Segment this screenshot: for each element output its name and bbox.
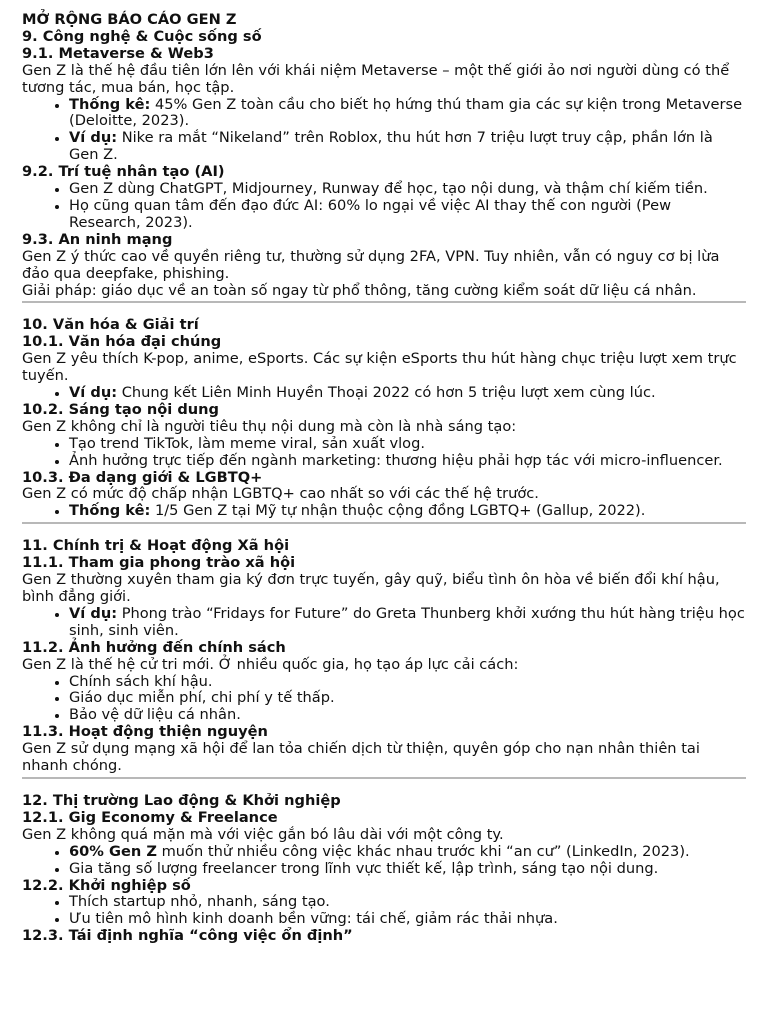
list-item <box>69 97 746 131</box>
list-item: • Ảnh hưởng trực tiếp đến ngành marketing: thương hiệu phải hợp tác với micro-influencer. <box>69 453 746 470</box>
list-item: • Tạo trend TikTok, làm meme viral, sản xuất vlog. <box>69 436 746 453</box>
list-item: • Ưu tiên mô hình kinh doanh bền vững: tái chế, giảm rác thải nhựa. <box>69 911 746 928</box>
list-item-text: Phong trào “Fridays for Future” do Greta Thunberg khởi xướng thu hút hàng triệu học sinh, sinh viên. <box>69 604 745 639</box>
list-item: • Bảo vệ dữ liệu cá nhân. <box>69 707 746 724</box>
section-9-3-solution: Giải pháp: giáo dục về an toàn số ngay từ phổ thông, tăng cường kiểm soát dữ liệu cá nhân. <box>22 281 697 299</box>
section-9-2-heading: 9.2. Trí tuệ nhân tạo (AI) <box>22 163 225 181</box>
list-item-label: Thống kê: <box>69 95 151 113</box>
section-9-1-heading: 9.1. Metaverse & Web3 <box>22 44 214 62</box>
section-12-1-list <box>22 844 746 878</box>
section-9-1-paragraph: Gen Z là thế hệ đầu tiên lớn lên với khái niệm Metaverse – một thế giới ảo nơi người dùng có thể tương tác, mua bán, học tập. <box>22 61 730 96</box>
list-item-text: 1/5 Gen Z tại Mỹ tự nhận thuộc cộng đồng LGBTQ+ (Gallup, 2022). <box>150 502 646 520</box>
list-item <box>69 503 746 520</box>
section-11-1-list <box>22 606 746 640</box>
list-item <box>69 606 746 640</box>
section-9-3-paragraph: Gen Z ý thức cao về quyền riêng tư, thường sử dụng 2FA, VPN. Tuy nhiên, vẫn có nguy cơ bị lừa đảo qua deepfake, phishing. <box>22 247 720 282</box>
section-12-heading: 12. Thị trường Lao động & Khởi nghiệp <box>22 791 341 809</box>
section-11-1-paragraph: Gen Z thường xuyên tham gia ký đơn trực tuyến, gây quỹ, biểu tình ôn hòa về biến đổi khí hậu, bình đẳng giới. <box>22 571 720 605</box>
list-item <box>69 385 746 402</box>
section-10-2-heading: 10.2. Sáng tạo nội dung <box>22 400 220 418</box>
list-item-text: Gia tăng số lượng freelancer trong lĩnh vực thiết kế, lập trình, sáng tạo nội dung. <box>69 859 659 877</box>
spacer <box>22 779 746 793</box>
list-item <box>69 844 746 861</box>
section-9-2-list <box>22 181 746 232</box>
document-title: MỞ RỘNG BÁO CÁO GEN Z <box>22 11 237 28</box>
section-11-2-paragraph: Gen Z là thế hệ cử tri mới. Ở nhiều quốc gia, họ tạo áp lực cải cách: <box>22 655 519 673</box>
section-11-2-list <box>22 674 746 725</box>
section-12-2-heading: 12.2. Khởi nghiệp số <box>22 876 191 894</box>
section-10-1-heading: 10.1. Văn hóa đại chúng <box>22 333 222 351</box>
section-10-2-list <box>22 436 746 470</box>
section-10-3-heading: 10.3. Đa dạng giới & LGBTQ+ <box>22 468 263 486</box>
section-12-2-list <box>22 894 746 928</box>
list-item-label: Thống kê: <box>69 502 151 520</box>
section-12-3-heading: 12.3. Tái định nghĩa “công việc ổn định” <box>22 927 353 945</box>
list-item <box>69 861 746 878</box>
list-item: • Họ cũng quan tâm đến đạo đức AI: 60% lo ngại về việc AI thay thế con người (Pew Research, 2023). <box>69 198 746 232</box>
section-10-1-list <box>22 385 746 402</box>
list-item-text: Chung kết Liên Minh Huyền Thoại 2022 có hơn 5 triệu lượt xem cùng lúc. <box>117 384 656 402</box>
section-11-2-heading: 11.2. Ảnh hưởng đến chính sách <box>22 638 286 656</box>
section-12-1-paragraph: Gen Z không quá mặn mà với việc gắn bó lâu dài với một công ty. <box>22 825 504 843</box>
list-item-text: Nike ra mắt “Nikeland” trên Roblox, thu hút hơn 7 triệu lượt truy cập, phần lớn là Gen Z. <box>69 129 713 164</box>
list-item: • Giáo dục miễn phí, chi phí y tế thấp. <box>69 690 746 707</box>
section-12-1-heading: 12.1. Gig Economy & Freelance <box>22 808 278 826</box>
list-item-label: 60% Gen Z <box>69 842 157 860</box>
list-item <box>69 130 746 164</box>
list-item: • Chính sách khí hậu. <box>69 674 746 691</box>
section-9-1-list <box>22 97 746 165</box>
list-item-label: Ví dụ: <box>69 129 118 147</box>
section-9-3-heading: 9.3. An ninh mạng <box>22 230 173 248</box>
section-11-3-paragraph: Gen Z sử dụng mạng xã hội để lan tỏa chiến dịch từ thiện, quyên góp cho nạn nhân thiên tai nhanh chóng. <box>22 740 700 775</box>
section-11-1-heading: 11.1. Tham gia phong trào xã hội <box>22 554 296 572</box>
section-11-3-heading: 11.3. Hoạt động thiện nguyện <box>22 723 268 741</box>
section-10-3-list <box>22 503 746 520</box>
section-10-heading: 10. Văn hóa & Giải trí <box>22 316 199 334</box>
section-9-heading: 9. Công nghệ & Cuộc sống số <box>22 27 262 45</box>
section-10-3-paragraph: Gen Z có mức độ chấp nhận LGBTQ+ cao nhất so với các thế hệ trước. <box>22 485 539 503</box>
section-10-1-paragraph: Gen Z yêu thích K-pop, anime, eSports. Các sự kiện eSports thu hút hàng chục triệu lượt xem trực tuyến. <box>22 350 737 385</box>
section-10-2-paragraph: Gen Z không chỉ là người tiêu thụ nội dung mà còn là nhà sáng tạo: <box>22 417 517 435</box>
list-item-text: muốn thử nhiều công việc khác nhau trước khi “an cư” (LinkedIn, 2023). <box>156 842 690 860</box>
section-11-heading: 11. Chính trị & Hoạt động Xã hội <box>22 537 290 555</box>
list-item-label: Ví dụ: <box>69 604 118 622</box>
list-item: • Gen Z dùng ChatGPT, Midjourney, Runway để học, tạo nội dung, và thậm chí kiếm tiền. <box>69 181 746 198</box>
spacer <box>22 303 746 317</box>
list-item: • Thích startup nhỏ, nhanh, sáng tạo. <box>69 894 746 911</box>
list-item-label: Ví dụ: <box>69 384 118 402</box>
spacer <box>22 524 746 538</box>
list-item-text: 45% Gen Z toàn cầu cho biết họ hứng thú tham gia các sự kiện trong Metaverse (Deloitte, 2023). <box>69 95 743 130</box>
